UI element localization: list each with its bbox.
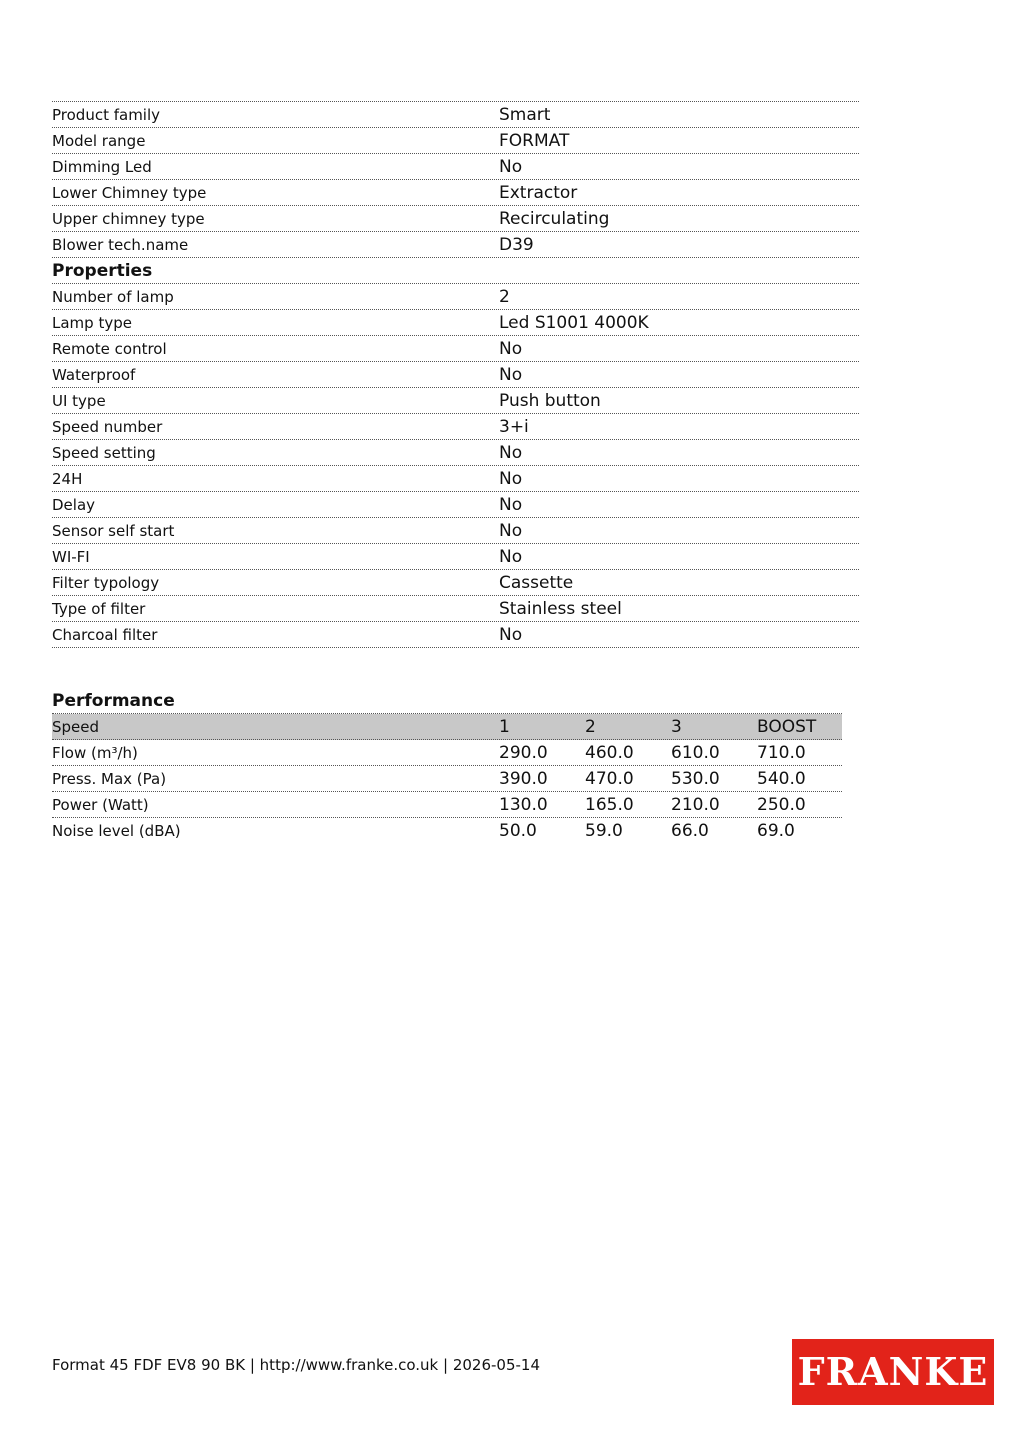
property-label: Lamp type [52, 314, 132, 332]
svg-text:FRANKE: FRANKE [797, 1349, 989, 1394]
performance-header-cell: 2 [585, 717, 596, 737]
spec-label: Upper chimney type [52, 210, 205, 228]
performance-table [52, 713, 842, 843]
performance-row-label: Power (Watt) [52, 796, 149, 814]
property-value: No [499, 469, 523, 489]
property-value: No [499, 547, 523, 567]
property-label: UI type [52, 392, 106, 410]
spec-value: No [499, 157, 523, 177]
performance-header-row [52, 714, 842, 740]
property-value: Led S1001 4000K [499, 313, 649, 333]
spec-row [52, 102, 859, 128]
property-label: Delay [52, 496, 96, 514]
performance-header-label: Speed [52, 718, 100, 736]
performance-cell: 390.0 [499, 769, 548, 789]
property-row [52, 284, 859, 310]
performance-title: Performance [52, 691, 175, 711]
properties-heading-row [52, 258, 859, 284]
spec-value: D39 [499, 235, 534, 255]
performance-row-label: Flow (m³/h) [52, 744, 138, 762]
property-value: 3+i [499, 417, 529, 437]
performance-cell: 460.0 [585, 743, 634, 763]
performance-cell: 69.0 [757, 821, 795, 841]
footer-text: Format 45 FDF EV8 90 BK | http://www.franke.co.uk | 2026-05-14 [52, 1356, 541, 1374]
property-label: Speed number [52, 418, 163, 436]
property-label: Sensor self start [52, 522, 175, 540]
performance-cell: 540.0 [757, 769, 806, 789]
spec-value: FORMAT [499, 131, 570, 151]
performance-cell: 250.0 [757, 795, 806, 815]
property-row [52, 388, 859, 414]
performance-row [52, 766, 842, 792]
performance-cell: 210.0 [671, 795, 720, 815]
performance-row-label: Noise level (dBA) [52, 822, 181, 840]
spec-label: Lower Chimney type [52, 184, 207, 202]
performance-cell: 165.0 [585, 795, 634, 815]
spec-row [52, 206, 859, 232]
property-row [52, 466, 859, 492]
spec-value: Recirculating [499, 209, 610, 229]
property-value: No [499, 521, 523, 541]
property-row [52, 518, 859, 544]
property-row [52, 622, 859, 648]
property-value: No [499, 339, 523, 359]
performance-row [52, 818, 842, 843]
spec-value: Extractor [499, 183, 578, 203]
property-label: 24H [52, 470, 83, 488]
spec-row [52, 154, 859, 180]
property-row [52, 414, 859, 440]
performance-header-cell: 1 [499, 717, 510, 737]
property-label: Type of filter [52, 600, 146, 618]
property-row [52, 570, 859, 596]
property-row [52, 336, 859, 362]
franke-logo [792, 1339, 994, 1405]
performance-cell: 50.0 [499, 821, 537, 841]
property-value: 2 [499, 287, 510, 307]
spec-label: Blower tech.name [52, 236, 189, 254]
property-label: Number of lamp [52, 288, 174, 306]
spec-row [52, 128, 859, 154]
spec-value: Smart [499, 105, 551, 125]
property-row [52, 596, 859, 622]
performance-cell: 290.0 [499, 743, 548, 763]
property-value: No [499, 365, 523, 385]
performance-row [52, 792, 842, 818]
performance-cell: 66.0 [671, 821, 709, 841]
spec-label: Model range [52, 132, 146, 150]
property-label: WI-FI [52, 548, 90, 566]
property-row [52, 544, 859, 570]
property-label: Remote control [52, 340, 167, 358]
performance-cell: 610.0 [671, 743, 720, 763]
performance-row-label: Press. Max (Pa) [52, 770, 167, 788]
property-row [52, 492, 859, 518]
performance-header-cell: 3 [671, 717, 682, 737]
property-label: Waterproof [52, 366, 136, 384]
performance-cell: 59.0 [585, 821, 623, 841]
property-value: No [499, 443, 523, 463]
spec-label: Dimming Led [52, 158, 152, 176]
property-value: No [499, 625, 523, 645]
property-label: Speed setting [52, 444, 156, 462]
property-row [52, 362, 859, 388]
property-value: No [499, 495, 523, 515]
property-row [52, 440, 859, 466]
performance-cell: 470.0 [585, 769, 634, 789]
spec-row [52, 180, 859, 206]
property-value: Cassette [499, 573, 574, 593]
performance-header-cell: BOOST [757, 717, 817, 737]
spec-label: Product family [52, 106, 161, 124]
properties-heading: Properties [52, 261, 153, 281]
spec-table [52, 101, 859, 648]
property-value: Push button [499, 391, 601, 411]
performance-cell: 530.0 [671, 769, 720, 789]
property-label: Filter typology [52, 574, 160, 592]
spec-row [52, 232, 859, 258]
property-row [52, 310, 859, 336]
performance-cell: 710.0 [757, 743, 806, 763]
property-label: Charcoal filter [52, 626, 158, 644]
performance-cell: 130.0 [499, 795, 548, 815]
performance-row [52, 740, 842, 766]
property-value: Stainless steel [499, 599, 622, 619]
